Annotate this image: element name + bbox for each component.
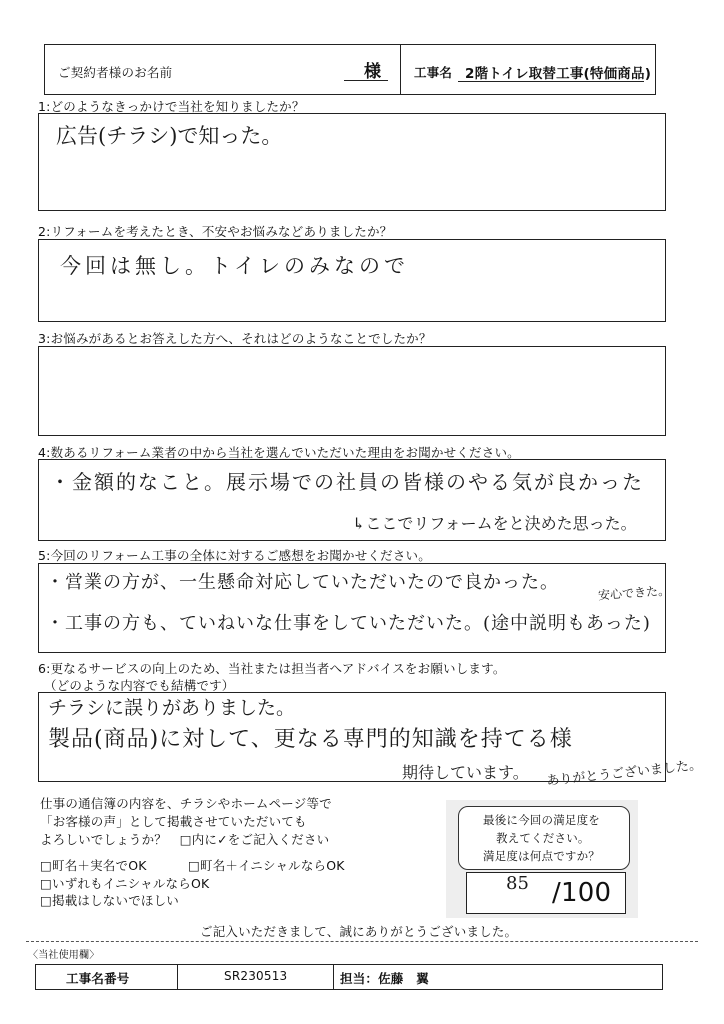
question-3: 3:お悩みがあるとお答えした方へ、それはどのようなことでしたか？ bbox=[38, 331, 432, 346]
project-number-value: SR230513 bbox=[224, 969, 288, 983]
consent-option-real-name[interactable]: □町名＋実名でOK bbox=[40, 858, 147, 873]
answer-6-line-2: 製品(商品)に対して、更なる専門的知識を持てる様 bbox=[48, 727, 573, 752]
question-5: 5:今回のリフォーム工事の全体に対するご感想をお聞かせください。 bbox=[38, 548, 431, 563]
answer-6-line-1: チラシに誤りがありました。 bbox=[48, 697, 296, 719]
consent-line-2: 「お客様の声」として掲載させていただいても bbox=[40, 814, 307, 829]
project-number-label: 工事名番号 bbox=[66, 971, 130, 986]
consent-option-no-publish[interactable]: □掲載はしないでほしい bbox=[40, 893, 180, 908]
thanks-message: ご記入いただきまして、誠にありがとうございました。 bbox=[200, 924, 518, 939]
answer-1-handwriting: 広告(チラシ)で知った。 bbox=[56, 124, 283, 148]
answer-2-handwriting: 今回は無し。トイレのみなので bbox=[60, 254, 409, 278]
consent-option-initials-town[interactable]: □町名＋イニシャルならOK bbox=[188, 858, 345, 873]
consent-line-1: 仕事の通信簿の内容を、チラシやホームページ等で bbox=[40, 796, 332, 811]
answer-4-line-2: ↳ここでリフォームをと決めた思った。 bbox=[352, 514, 637, 533]
answer-6-note: ありがとうございました。 bbox=[545, 757, 703, 790]
sama-label: 様 bbox=[364, 62, 382, 82]
consent-option-initials-all[interactable]: □いずれもイニシャルならOK bbox=[40, 876, 210, 891]
satisfaction-max: /100 bbox=[552, 878, 612, 908]
consent-line-3: よろしいでしょうか？ □内に✓をご記入ください bbox=[40, 832, 330, 847]
answer-5-note: 安心できた。 bbox=[597, 583, 671, 603]
project-name-label: 工事名 bbox=[414, 65, 453, 80]
answer-5-line-1: ・営業の方が、一生懸命対応していただいたので良かった。 bbox=[46, 572, 559, 593]
footer-separator bbox=[26, 941, 698, 942]
answer-5-line-2: ・工事の方も、ていねいな仕事をしていただいた。(途中説明もあった) bbox=[46, 613, 651, 634]
question-1: 1:どのようなきっかけで当社を知りましたか？ bbox=[38, 99, 305, 114]
satisfaction-line-2: 教えてください。 bbox=[496, 831, 590, 845]
question-6-sub: （どのような内容でも結構です） bbox=[44, 678, 235, 693]
office-use-label: 〈当社使用欄〉 bbox=[28, 950, 100, 961]
question-6: 6:更なるサービスの向上のため、当社または担当者へアドバイスをお願いします。 bbox=[38, 661, 506, 676]
answer-6-line-3: 期待しています。 bbox=[402, 763, 529, 782]
customer-name-label: ご契約者様のお名前 bbox=[58, 65, 173, 80]
answer-4-line-1: ・金額的なこと。展示場での社員の皆様のやる気が良かった bbox=[50, 470, 644, 494]
project-name-value: 2階トイレ取替工事(特価商品) bbox=[465, 66, 652, 82]
satisfaction-line-3: 満足度は何点ですか？ bbox=[483, 849, 600, 863]
question-2: 2:リフォームを考えたとき、不安やお悩みなどありましたか？ bbox=[38, 224, 393, 239]
footer-divider-2 bbox=[333, 964, 334, 990]
footer-divider-1 bbox=[177, 964, 178, 990]
satisfaction-score-handwriting: 85 bbox=[506, 873, 529, 894]
question-4: 4:数あるリフォーム業者の中から当社を選んでいただいた理由をお聞かせください。 bbox=[38, 445, 520, 460]
staff-label: 担当：佐藤 翼 bbox=[340, 971, 429, 986]
project-name-underline bbox=[458, 81, 644, 82]
answer-box-3[interactable] bbox=[38, 346, 666, 436]
header-divider bbox=[400, 44, 401, 95]
satisfaction-line-1: 最後に今回の満足度を bbox=[483, 813, 600, 827]
